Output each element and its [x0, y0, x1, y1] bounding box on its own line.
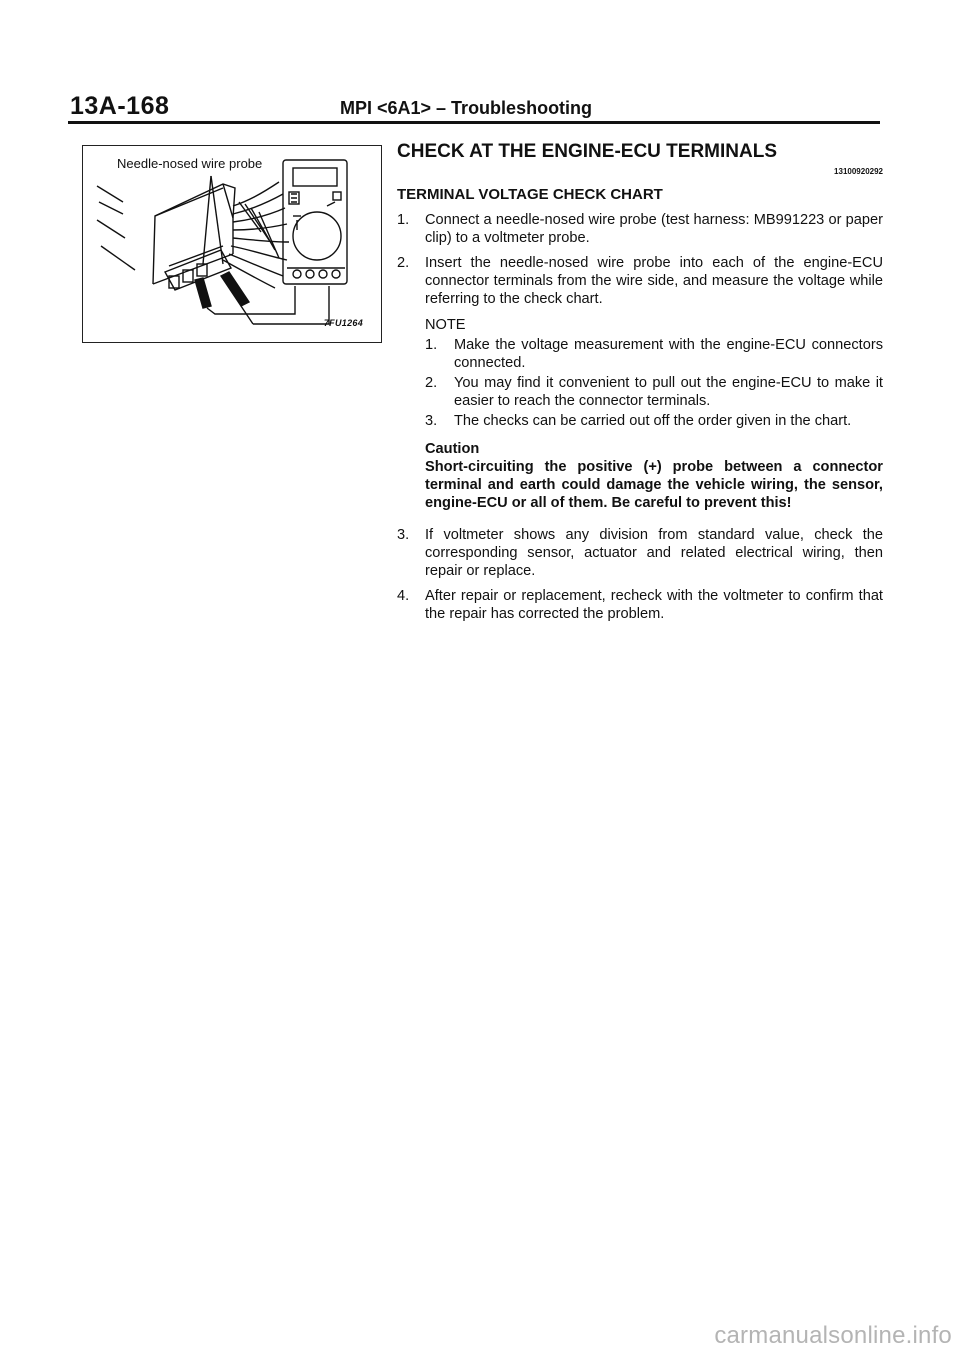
note-item-1 — [425, 336, 883, 372]
main-title: CHECK AT THE ENGINE-ECU TERMINALS — [397, 141, 777, 162]
step-number: 1. — [397, 212, 410, 228]
caution-title: Caution — [425, 441, 480, 457]
probe-illustration — [82, 145, 382, 343]
note-item-3 — [425, 412, 883, 430]
step-number: 4. — [397, 588, 410, 604]
caution-block — [425, 440, 883, 512]
step-text: Insert the needle-nosed wire probe into each of the engine-ECU connector terminals from the wire side, and measure the voltage while referring to the check chart. — [425, 255, 883, 307]
watermark-text: carmanualsonline.info — [714, 1322, 952, 1349]
note-number: 2. — [425, 375, 438, 391]
sub-title: TERMINAL VOLTAGE CHECK CHART — [397, 186, 663, 203]
step-text: If voltmeter shows any division from standard value, check the corresponding sensor, actuator and related electrical wiring, then repair or replace. — [425, 527, 883, 579]
step-text: After repair or replacement, recheck with the voltmeter to confirm that the repair has corrected the problem. — [425, 588, 883, 622]
step-text: Connect a needle-nosed wire probe (test harness: MB991223 or paper clip) to a voltmeter probe. — [425, 212, 883, 246]
step-1 — [397, 211, 883, 247]
caution-text: Short-circuiting the positive (+) probe between a connector terminal and earth could damage the vehicle wiring, the sensor, engine-ECU or all of them. Be careful to prevent this! — [425, 459, 883, 511]
note-text: You may find it convenient to pull out the engine-ECU to make it easier to reach the connector terminals. — [454, 375, 883, 409]
document-code: 13100920292 — [834, 167, 883, 176]
ecu-voltmeter-drawing — [83, 146, 383, 344]
note-block — [425, 316, 883, 430]
header-rule — [68, 121, 880, 124]
step-number: 3. — [397, 527, 410, 543]
note-item-2 — [425, 374, 883, 410]
main-content — [397, 140, 883, 623]
note-text: Make the voltage measurement with the engine-ECU connectors connected. — [454, 337, 883, 371]
step-number: 2. — [397, 255, 410, 271]
note-title: NOTE — [425, 317, 466, 333]
figure-label: Needle-nosed wire probe — [117, 156, 263, 171]
note-number: 1. — [425, 337, 438, 353]
note-text: The checks can be carried out off the order given in the chart. — [454, 413, 852, 429]
page-header — [68, 92, 880, 124]
section-title: MPI <6A1> – Troubleshooting — [340, 98, 593, 118]
note-number: 3. — [425, 413, 438, 429]
page-number: 13A-168 — [70, 92, 170, 120]
figure-code: 7FU1264 — [323, 318, 363, 328]
step-3 — [397, 526, 883, 580]
step-4 — [397, 587, 883, 623]
step-2 — [397, 254, 883, 308]
